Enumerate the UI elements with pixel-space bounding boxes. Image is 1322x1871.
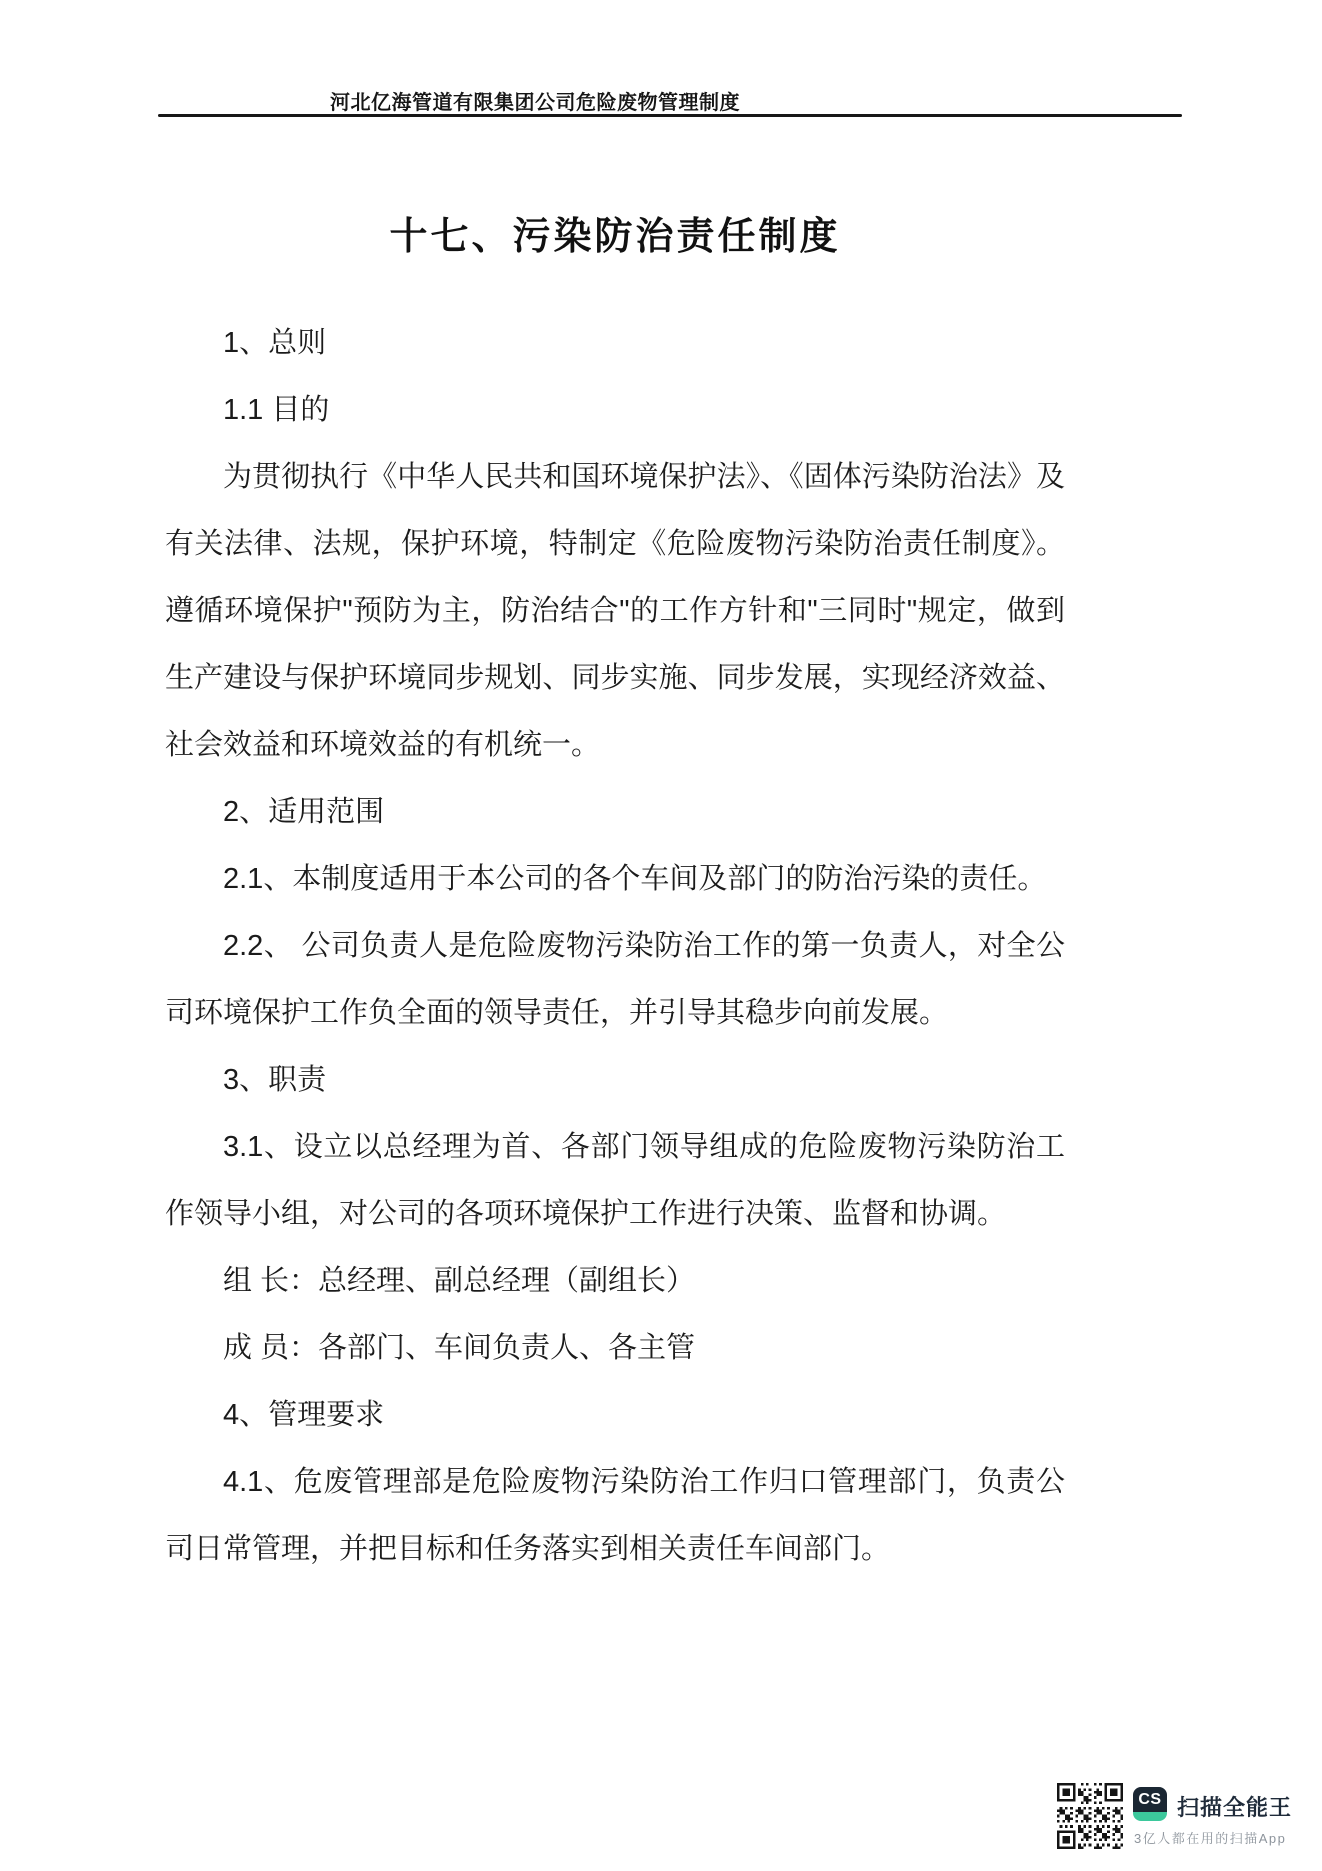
paragraph-scope-2-2: 2.2、 公司负责人是危险废物污染防治工作的第一负责人，对全公司环境保护工作负全面的领导责任，并引导其稳步向前发展。 [165,930,1065,1029]
camscanner-watermark [1057,1783,1312,1858]
paragraph-duties-3-1: 3.1、设立以总经理为首、各部门领导组成的危险废物污染防治工作领导小组，对公司的各项环境保护工作进行决策、监督和协调。 [165,1131,1065,1230]
paragraph-group-members: 成 员：各部门、车间负责人、各主管 [223,1332,696,1364]
camscanner-app-icon [1133,1787,1167,1821]
camscanner-icon-initials: CS [1133,1787,1167,1812]
document-title: 十七、污染防治责任制度 [389,216,841,258]
section-heading-management: 4、管理要求 [223,1399,385,1431]
camscanner-wordmark: 扫描全能王 [1177,1795,1293,1820]
document-body [165,205,1065,1583]
section-heading-duties: 3、职责 [223,1064,327,1096]
camscanner-icon-accent-strip [1133,1812,1167,1821]
section-heading-purpose: 1.1 目的 [223,394,330,426]
qr-code [1057,1783,1123,1849]
camscanner-tagline: 3亿人都在用的扫描App [1134,1831,1287,1846]
page-header-title: 河北亿海管道有限集团公司危险废物管理制度 [330,92,740,114]
paragraph-management-4-1: 4.1、危废管理部是危险废物污染防治工作归口管理部门，负责公司日常管理，并把目标和任务落实到相关责任车间部门。 [165,1466,1065,1565]
header-divider-line [158,114,1182,117]
paragraph-purpose: 为贯彻执行《中华人民共和国环境保护法》、《固体污染防治法》及有关法律、法规，保护环境，特制定《危险废物污染防治责任制度》。遵循环境保护"预防为主，防治结合"的工作方针和"三同时"规定，做到生产建设与保护环境同步规划、同步实施、同步发展，实现经济效益、社会效益和环境效益的有机统一。 [165,461,1065,761]
paragraph-group-leader: 组 长：总经理、副总经理（副组长） [223,1265,696,1297]
paragraph-scope-2-1: 2.1、本制度适用于本公司的各个车间及部门的防治污染的责任。 [223,863,1047,895]
section-heading-scope: 2、适用范围 [223,796,385,828]
section-heading-general: 1、总则 [223,327,327,359]
